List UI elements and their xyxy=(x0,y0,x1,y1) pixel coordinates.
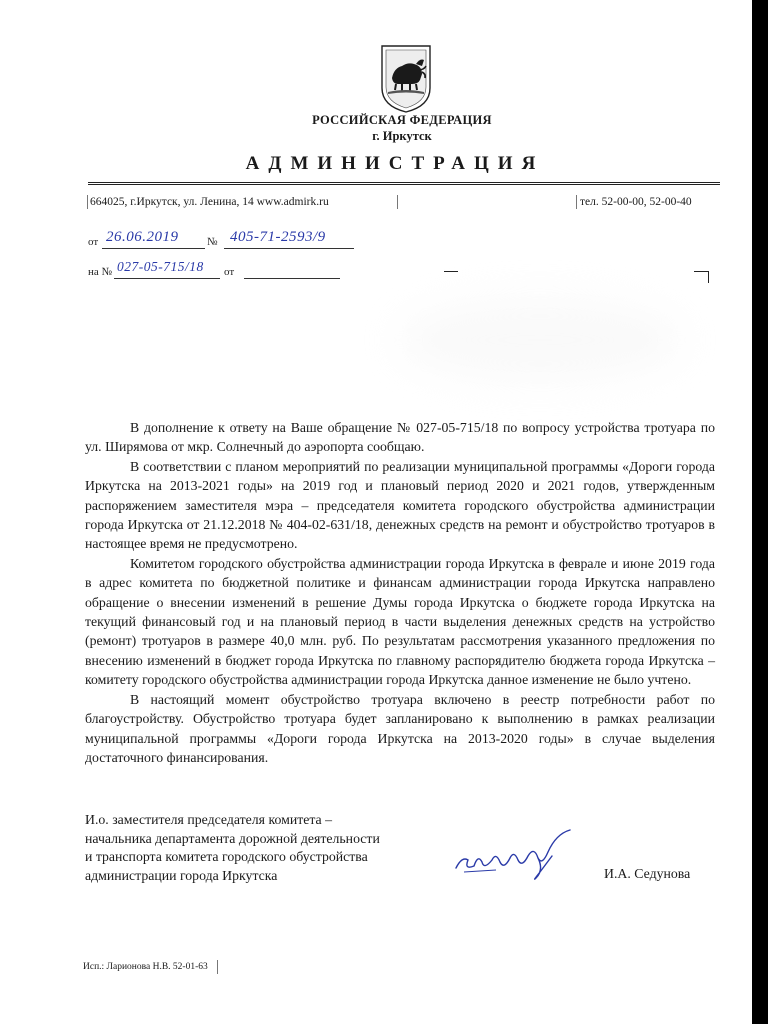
date-underline xyxy=(102,248,205,249)
body-paragraph: В соответствии с планом мероприятий по реализации муниципальной программы «Дороги города Иркутска на 2013-2021 годы» на 2019 год и плановый период 2020 и 2021 годов, утвержденным распоряжением заместителя мэра – председателя комитета городского обустройства администрации города Иркутска от 21.12.2018 № 404-02-631/18, денежных средств на ремонт и обустройство тротуаров в настоящее время не предусмотрено. xyxy=(85,458,715,552)
handwritten-signature xyxy=(452,826,582,882)
signer-name: И.А. Седунова xyxy=(604,866,691,881)
number-prefix: № xyxy=(207,236,218,248)
organization-title: АДМИНИСТРАЦИЯ xyxy=(245,153,545,174)
city-heading: г. Иркутск xyxy=(372,129,432,143)
address-bracket-right xyxy=(397,195,398,209)
phone-bracket-left xyxy=(576,195,577,209)
number-value: 405-71-2593/9 xyxy=(230,229,326,245)
address-bracket-left xyxy=(87,195,88,209)
body-paragraph: Комитетом городского обустройства администрации города Иркутска в феврале и июне 2019 года в адрес комитета по бюджетной политике и финансам администрации города Иркутска направлено обращение о внесении изменений в решение Думы города Иркутска о бюджете города Иркутска на текущий финансовый год и на плановый период в части выделения денежных средств на устройство (ремонт) тротуаров в размере 40,0 млн. руб. По результатам рассмотрения указанного предложения по внесению изменений в бюджет города Иркутска по главному распорядителю бюджета города Иркутска – комитету городского обустройства администрации города Иркутска данное изменение не было учтено. xyxy=(85,555,715,688)
executor-bracket xyxy=(217,960,218,974)
signatory-position xyxy=(85,811,380,885)
header-divider-top xyxy=(88,182,720,183)
header-divider-bottom xyxy=(88,184,720,185)
letter-body xyxy=(85,418,715,767)
body-paragraph: В настоящий момент обустройство тротуара включено в реестр потребности работ по благоустройству. Обустройство тротуара будет запланировано к выполнению в рамках реализации муниципальной программы «Дороги города Иркутска на 2013-2020 годы» в случае выделения достаточного финансирования. xyxy=(85,691,715,765)
redacted-addressee xyxy=(400,300,680,380)
body-paragraph: В дополнение к ответу на Ваше обращение № 027-05-715/18 по вопросу устройства тротуара по ул. Ширямова от мкр. Солнечный до аэропорта сообщаю. xyxy=(85,420,715,455)
reference-date-prefix: от xyxy=(224,266,235,278)
addressee-corner-left xyxy=(444,271,458,272)
reference-prefix: на № xyxy=(88,266,113,278)
addressee-corner-right-h xyxy=(694,271,709,272)
reference-value: 027-05-715/18 xyxy=(117,259,204,274)
address-line: 664025, г.Иркутск, ул. Ленина, 14 www.admirk.ru xyxy=(90,196,329,208)
position-line: И.о. заместителя председателя комитета – xyxy=(85,812,333,827)
reference-underline xyxy=(114,278,220,279)
number-underline xyxy=(224,248,354,249)
position-line: начальника департамента дорожной деятельности xyxy=(85,830,380,846)
phone-line: тел. 52-00-00, 52-00-40 xyxy=(580,196,692,208)
position-line: администрации города Иркутска xyxy=(85,867,278,883)
position-line: и транспорта комитета городского обустройства xyxy=(85,849,368,864)
reference-date-underline xyxy=(244,278,340,279)
date-prefix: от xyxy=(88,236,99,248)
irkutsk-coat-of-arms-icon xyxy=(378,44,434,114)
date-value: 26.06.2019 xyxy=(106,229,179,245)
country-heading: РОССИЙСКАЯ ФЕДЕРАЦИЯ xyxy=(312,113,492,127)
addressee-corner-right-v xyxy=(708,271,709,283)
executor-note: Исп.: Ларионова Н.В. 52-01-63 xyxy=(83,962,208,972)
